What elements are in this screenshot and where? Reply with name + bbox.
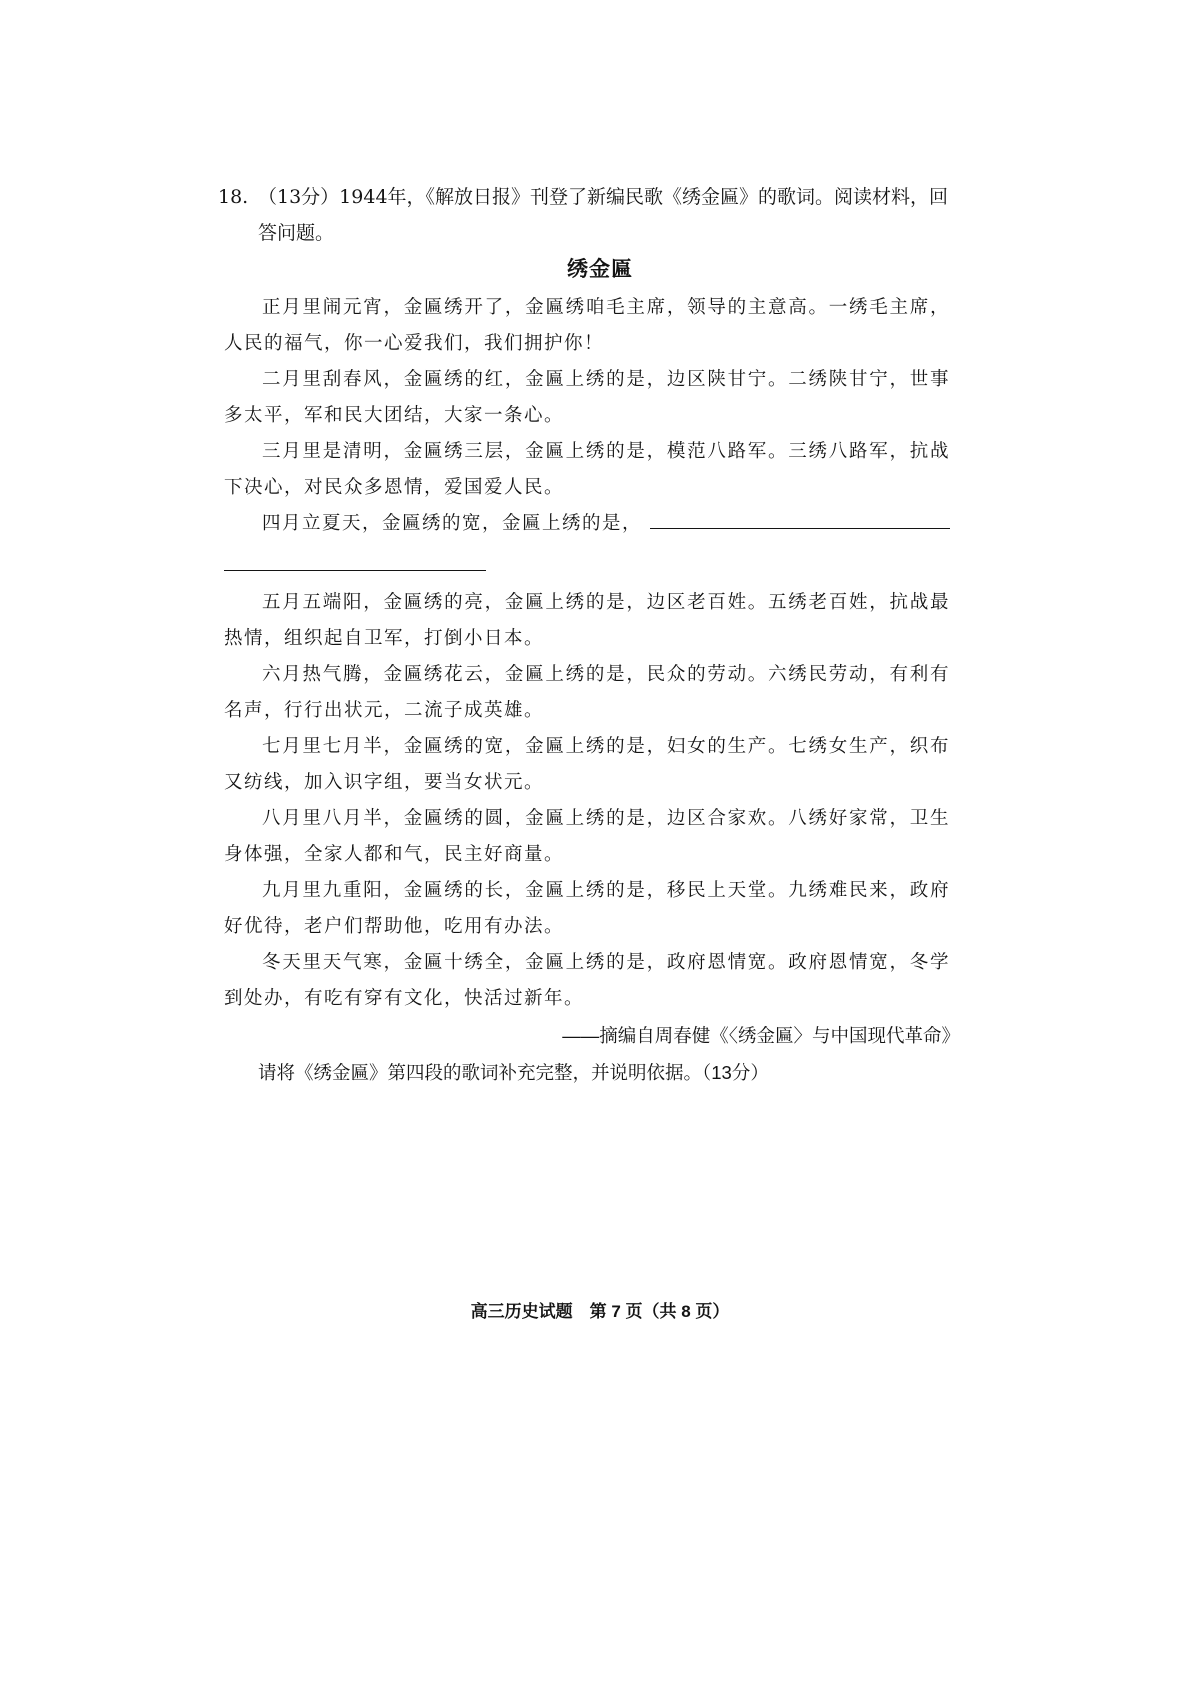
answer-blank-line[interactable] [650,506,950,529]
stanza-8: 八月里八月半，金匾绣的圆，金匾上绣的是，边区合家欢。八绣好家常，卫生身体强，全家人都和气，民主好商量。 [224,808,950,865]
question-line-2: 答问题。 [258,222,335,244]
stanza-6: 六月热气腾，金匾绣花云，金匾上绣的是，民众的劳动。六绣民劳动，有利有名声，行行出状元，二流子成英雄。 [224,664,950,721]
question-prompt: 请将《绣金匾》第四段的歌词补充完整，并说明依据。（13分） [258,1062,769,1083]
question-stem: （13分）1944年，《解放日报》刊登了新编民歌《绣金匾》的歌词。阅读材料，回 [258,186,949,208]
stanza-3: 三月里是清明，金匾绣三层，金匾上绣的是，模范八路军。三绣八路军，抗战下决心，对民众多恩情，爱国爱人民。 [224,441,950,498]
page-footer: 高三历史试题 第 7 页（共 8 页） [470,1302,730,1321]
lyrics-body [224,290,950,1017]
stanza-10: 冬天里天气寒，金匾十绣全，金匾上绣的是，政府恩情宽。政府恩情宽，冬学到处办，有吃有穿有文化，快活过新年。 [224,952,950,1009]
answer-blank-line-2[interactable] [224,542,486,571]
source-citation: ——摘编自周春健《〈绣金匾〉与中国现代革命》 [562,1025,960,1046]
stanza-4 [224,506,950,542]
song-title: 绣金匾 [567,256,633,281]
stanza-9: 九月里九重阳，金匾绣的长，金匾上绣的是，移民上天堂。九绣难民来，政府好优待，老户们帮助他，吃用有办法。 [224,880,950,937]
stanza-4-prefix: 四月立夏天，金匾绣的宽，金匾上绣的是， [262,513,643,534]
question-header [218,179,958,251]
stanza-1: 正月里闹元宵，金匾绣开了，金匾绣咱毛主席，领导的主意高。一绣毛主席，人民的福气，你一心爱我们，我们拥护你！ [224,297,950,354]
question-number: 18. [218,186,249,208]
stanza-2: 二月里刮春风，金匾绣的红，金匾上绣的是，边区陕甘宁。二绣陕甘宁，世事多太平，军和民大团结，大家一条心。 [224,369,950,426]
stanza-5: 五月五端阳，金匾绣的亮，金匾上绣的是，边区老百姓。五绣老百姓，抗战最热情，组织起自卫军，打倒小日本。 [224,592,950,649]
question-line-1 [218,179,958,215]
stanza-7: 七月里七月半，金匾绣的宽，金匾上绣的是，妇女的生产。七绣女生产，织布又纺线，加入识字组，要当女状元。 [224,736,950,793]
